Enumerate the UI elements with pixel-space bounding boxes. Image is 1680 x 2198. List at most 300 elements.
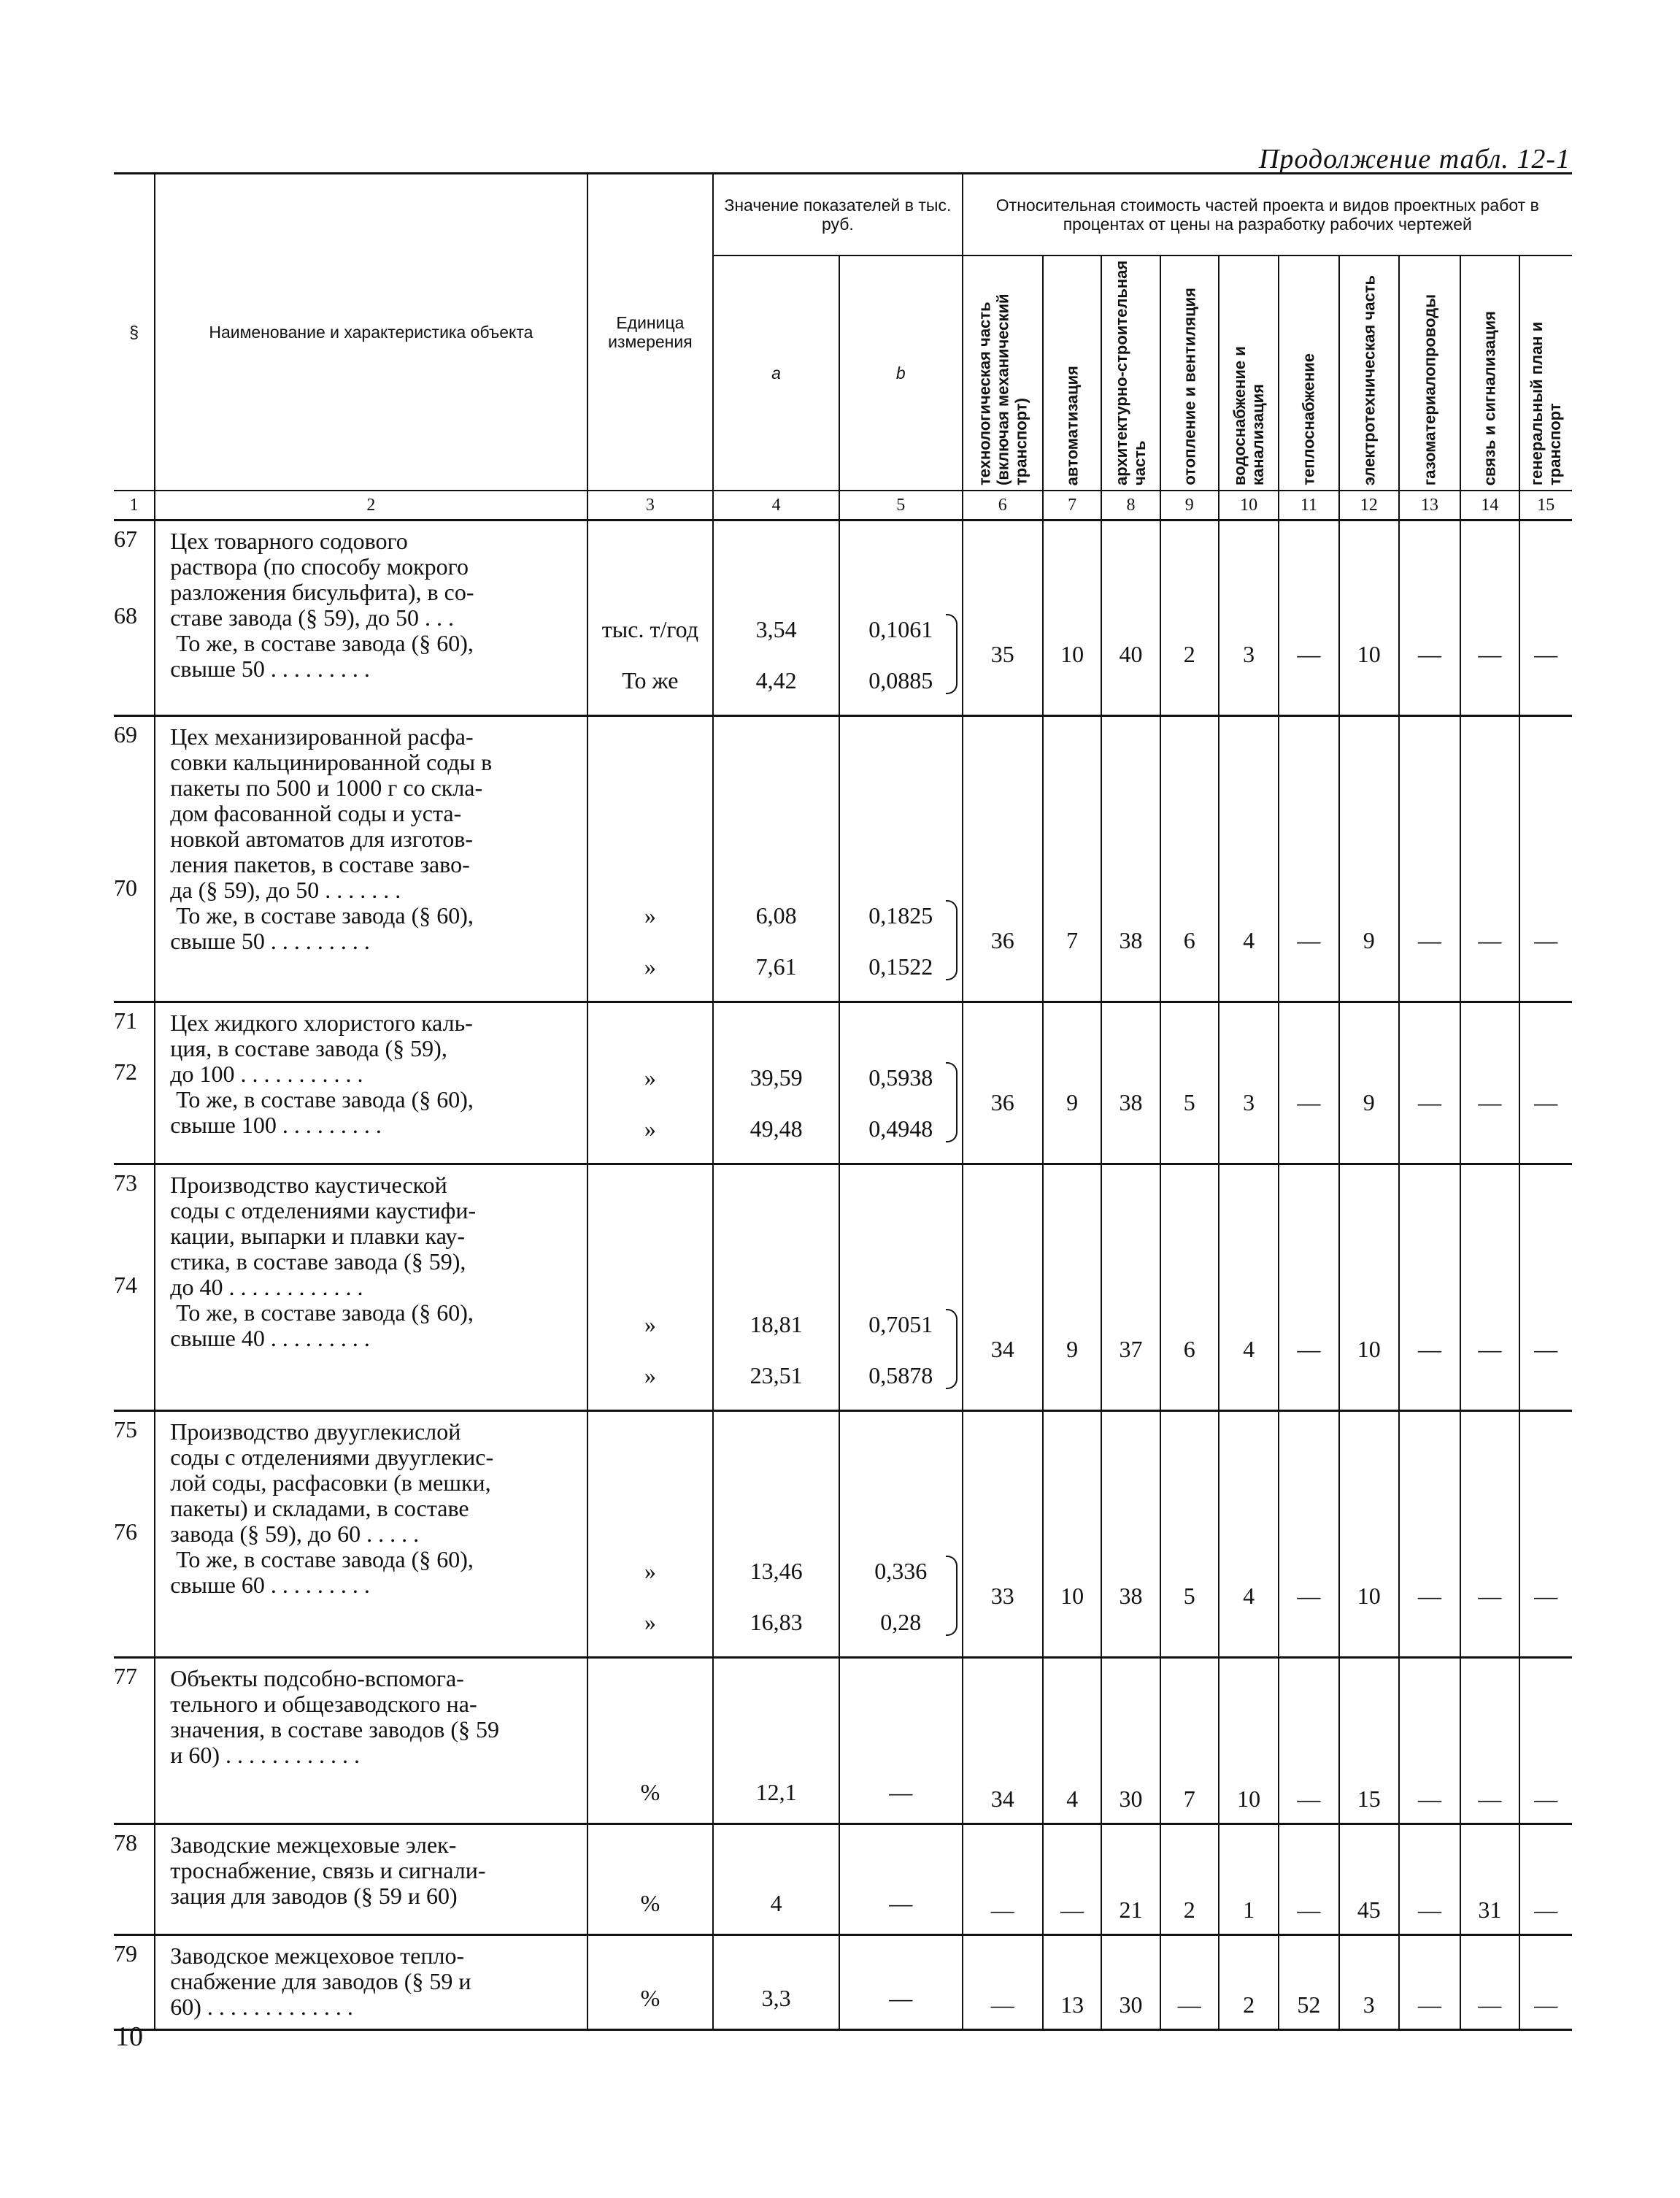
value-b: — bbox=[889, 1985, 913, 2011]
part-percent: — bbox=[1297, 927, 1321, 953]
value-a: 49,48 bbox=[750, 1115, 803, 1142]
section-number: 73 bbox=[114, 1169, 137, 1196]
value-a: 13,46 bbox=[750, 1558, 803, 1584]
value-b-cell bbox=[839, 1411, 963, 1658]
header-parts-group: Относительная стоимость частей проекта и видов проектных работ в процентах от цены на разработку рабочих чертежей bbox=[963, 174, 1572, 256]
part-percent-cell bbox=[1043, 1658, 1101, 1824]
part-percent: 38 bbox=[1119, 1583, 1143, 1609]
object-name-line: снабжение для заводов (§ 59 и bbox=[170, 1968, 471, 1994]
part-percent-cell bbox=[1160, 1824, 1219, 1935]
object-name-line: Заводское межцеховое тепло- bbox=[170, 1943, 465, 1969]
part-percent-cell bbox=[1399, 1824, 1460, 1935]
table-row bbox=[114, 1824, 1572, 1935]
part-percent: 30 bbox=[1119, 1991, 1143, 2018]
value-a-cell bbox=[713, 1002, 839, 1164]
part-percent-cell bbox=[1219, 716, 1279, 1002]
part-percent-cell bbox=[1460, 1002, 1519, 1164]
value-a: 4,42 bbox=[755, 667, 797, 693]
value-a-cell bbox=[713, 1824, 839, 1935]
column-number: 13 bbox=[1399, 491, 1460, 520]
part-percent: 21 bbox=[1119, 1897, 1143, 1923]
part-percent: — bbox=[990, 1991, 1014, 2018]
part-percent: — bbox=[1418, 1089, 1442, 1115]
object-name bbox=[155, 1935, 587, 2030]
part-percent: 33 bbox=[990, 1583, 1014, 1609]
header-part-1: технологическая часть (включая механический транспорт) bbox=[963, 255, 1043, 491]
cost-table bbox=[114, 172, 1572, 2031]
part-percent: 9 bbox=[1066, 1336, 1079, 1362]
header-part-10: генеральный план и транспорт bbox=[1519, 255, 1572, 491]
part-percent-cell bbox=[1101, 1658, 1160, 1824]
value-b: 0,1825 bbox=[868, 902, 933, 929]
unit-value: тыс. т/год bbox=[601, 616, 699, 642]
part-percent: 15 bbox=[1357, 1786, 1381, 1812]
table-body bbox=[114, 520, 1572, 2030]
unit-value: » bbox=[644, 1064, 656, 1091]
part-percent: 13 bbox=[1060, 1991, 1084, 2018]
unit-value: » bbox=[644, 902, 656, 929]
part-percent-cell bbox=[1219, 1935, 1279, 2030]
brace-mark bbox=[946, 1309, 957, 1389]
table-row bbox=[114, 1164, 1572, 1411]
value-b: 0,5938 bbox=[868, 1064, 933, 1091]
part-percent: — bbox=[1478, 1786, 1502, 1812]
unit-cell bbox=[587, 520, 714, 716]
part-percent: — bbox=[1534, 1336, 1558, 1362]
part-percent: 30 bbox=[1119, 1786, 1143, 1812]
part-percent-cell bbox=[1519, 520, 1572, 716]
object-name-line: совки кальцинированной соды в bbox=[170, 749, 493, 775]
column-number: 12 bbox=[1339, 491, 1399, 520]
unit-value: » bbox=[644, 1362, 656, 1388]
part-percent: 36 bbox=[990, 927, 1014, 953]
part-percent-cell bbox=[1160, 1411, 1219, 1658]
part-percent-cell bbox=[1160, 716, 1219, 1002]
part-percent: — bbox=[1297, 1583, 1321, 1609]
header-section: § bbox=[114, 174, 155, 491]
column-number: 15 bbox=[1519, 491, 1572, 520]
part-percent-cell bbox=[1101, 716, 1160, 1002]
section-number: 75 bbox=[114, 1416, 137, 1442]
value-b-cell bbox=[839, 1935, 963, 2030]
part-percent: — bbox=[1478, 1991, 1502, 2018]
object-name-line: кации, выпарки и плавки кау- bbox=[170, 1223, 465, 1249]
part-percent: — bbox=[1297, 1897, 1321, 1923]
part-percent-cell bbox=[1043, 1824, 1101, 1935]
part-percent-cell bbox=[963, 1002, 1043, 1164]
part-percent: — bbox=[1534, 1897, 1558, 1923]
column-number: 5 bbox=[839, 491, 963, 520]
part-percent-cell bbox=[1519, 1411, 1572, 1658]
object-name-line: завода (§ 59), до 60 . . . . . bbox=[170, 1521, 420, 1547]
part-percent: — bbox=[990, 1897, 1014, 1923]
object-name-line: тельного и общезаводского на- bbox=[170, 1691, 477, 1717]
header-unit: Единица измерения bbox=[587, 174, 714, 491]
part-percent: — bbox=[1534, 1583, 1558, 1609]
part-percent: 2 bbox=[1183, 641, 1195, 667]
part-percent: — bbox=[1297, 1786, 1321, 1812]
object-name-line: свыше 100 . . . . . . . . . bbox=[170, 1112, 382, 1138]
section-number: 70 bbox=[114, 875, 137, 901]
part-percent-cell bbox=[1101, 1164, 1160, 1411]
part-percent: 10 bbox=[1060, 1583, 1084, 1609]
part-percent-cell bbox=[1279, 1164, 1338, 1411]
section-numbers bbox=[114, 1658, 155, 1824]
part-percent: 10 bbox=[1357, 1583, 1381, 1609]
value-b: 0,1061 bbox=[868, 616, 933, 642]
value-a: 6,08 bbox=[755, 902, 797, 929]
part-percent-cell bbox=[1460, 1935, 1519, 2030]
part-percent: 2 bbox=[1243, 1991, 1255, 2018]
object-name-line: и 60) . . . . . . . . . . . . bbox=[170, 1742, 360, 1768]
part-percent: 9 bbox=[1363, 927, 1375, 953]
part-percent: — bbox=[1478, 1089, 1502, 1115]
section-number: 68 bbox=[114, 602, 137, 629]
object-name-line: свыше 60 . . . . . . . . . bbox=[170, 1572, 370, 1598]
header-part-6: теплоснабжение bbox=[1279, 255, 1338, 491]
value-b: 0,336 bbox=[874, 1558, 928, 1584]
object-name-line: стика, в составе завода (§ 59), bbox=[170, 1248, 466, 1275]
header-b: b bbox=[839, 255, 963, 491]
part-percent-cell bbox=[1339, 520, 1399, 716]
object-name-line: ления пакетов, в составе заво- bbox=[170, 851, 470, 877]
value-b-cell bbox=[839, 1824, 963, 1935]
part-percent: — bbox=[1478, 1336, 1502, 1362]
header-part-5: водоснабжение и канализация bbox=[1219, 255, 1279, 491]
part-percent: 9 bbox=[1363, 1089, 1375, 1115]
part-percent: — bbox=[1534, 927, 1558, 953]
part-percent-cell bbox=[1339, 1411, 1399, 1658]
part-percent-cell bbox=[1101, 1935, 1160, 2030]
part-percent-cell bbox=[963, 520, 1043, 716]
part-percent: — bbox=[1418, 1583, 1442, 1609]
part-percent: 37 bbox=[1119, 1336, 1143, 1362]
object-name-line: Цех механизированной расфа- bbox=[170, 723, 474, 750]
unit-value: » bbox=[644, 953, 656, 980]
object-name-line: разложения бисульфита), в со- bbox=[170, 579, 474, 605]
header-part-8: газоматериалопроводы bbox=[1399, 255, 1460, 491]
unit-value: % bbox=[640, 1985, 660, 2011]
column-numbers-row bbox=[114, 491, 1572, 520]
part-percent-cell bbox=[1219, 520, 1279, 716]
part-percent-cell bbox=[963, 716, 1043, 1002]
part-percent: 10 bbox=[1237, 1786, 1261, 1812]
part-percent: — bbox=[1478, 927, 1502, 953]
brace-mark bbox=[946, 1556, 957, 1636]
unit-cell bbox=[587, 1935, 714, 2030]
part-percent: 7 bbox=[1183, 1786, 1195, 1812]
value-b: 0,0885 bbox=[868, 667, 933, 693]
part-percent-cell bbox=[1043, 1411, 1101, 1658]
section-number: 76 bbox=[114, 1518, 137, 1545]
value-b: 0,5878 bbox=[868, 1362, 933, 1388]
object-name-line: Объекты подсобно-вспомога- bbox=[170, 1665, 464, 1691]
unit-cell bbox=[587, 1164, 714, 1411]
object-name-line: троснабжение, связь и сигнали- bbox=[170, 1857, 486, 1883]
object-name-line: раствора (по способу мокрого bbox=[170, 553, 469, 580]
header-name: Наименование и характеристика объекта bbox=[155, 174, 587, 491]
value-a: 7,61 bbox=[755, 953, 797, 980]
part-percent: 34 bbox=[990, 1786, 1014, 1812]
object-name bbox=[155, 716, 587, 1002]
page-number: 10 bbox=[115, 2021, 143, 2052]
header-part-7: электротехническая часть bbox=[1339, 255, 1399, 491]
object-name-line: до 100 . . . . . . . . . . . bbox=[170, 1061, 363, 1087]
part-percent: 45 bbox=[1357, 1897, 1381, 1923]
part-percent-cell bbox=[1399, 1411, 1460, 1658]
part-percent: 2 bbox=[1183, 1897, 1195, 1923]
table-row bbox=[114, 1411, 1572, 1658]
part-percent-cell bbox=[1339, 1002, 1399, 1164]
section-numbers bbox=[114, 1411, 155, 1658]
part-percent-cell bbox=[1043, 1002, 1101, 1164]
value-a-cell bbox=[713, 1164, 839, 1411]
part-percent: — bbox=[1297, 1336, 1321, 1362]
object-name-line: лой соды, расфасовки (в мешки, bbox=[170, 1469, 491, 1496]
part-percent-cell bbox=[963, 1164, 1043, 1411]
table-row bbox=[114, 716, 1572, 1002]
table-row bbox=[114, 1658, 1572, 1824]
object-name-line: То же, в составе завода (§ 60), bbox=[176, 1086, 474, 1113]
part-percent: — bbox=[1418, 927, 1442, 953]
unit-value: То же bbox=[622, 667, 679, 693]
column-number: 4 bbox=[713, 491, 839, 520]
part-percent: 6 bbox=[1183, 1336, 1195, 1362]
unit-value: » bbox=[644, 1115, 656, 1142]
part-percent-cell bbox=[1460, 520, 1519, 716]
part-percent: 6 bbox=[1183, 927, 1195, 953]
unit-value: » bbox=[644, 1558, 656, 1584]
part-percent-cell bbox=[1219, 1411, 1279, 1658]
object-name-line: зация для заводов (§ 59 и 60) bbox=[170, 1883, 458, 1909]
part-percent-cell bbox=[1339, 1658, 1399, 1824]
object-name-line: свыше 50 . . . . . . . . . bbox=[170, 928, 370, 954]
object-name-line: свыше 50 . . . . . . . . . bbox=[170, 656, 370, 682]
part-percent-cell bbox=[1519, 716, 1572, 1002]
object-name bbox=[155, 1411, 587, 1658]
object-name-line: То же, в составе завода (§ 60), bbox=[176, 1546, 474, 1572]
part-percent-cell bbox=[1279, 716, 1338, 1002]
object-name-line: новкой автоматов для изготов- bbox=[170, 826, 474, 852]
part-percent-cell bbox=[963, 1824, 1043, 1935]
part-percent-cell bbox=[1279, 1002, 1338, 1164]
value-a: 3,54 bbox=[755, 616, 797, 642]
part-percent-cell bbox=[963, 1935, 1043, 2030]
part-percent: 38 bbox=[1119, 1089, 1143, 1115]
object-name-line: Цех жидкого хлористого каль- bbox=[170, 1010, 473, 1036]
part-percent-cell bbox=[1460, 1411, 1519, 1658]
column-number: 7 bbox=[1043, 491, 1101, 520]
part-percent-cell bbox=[1339, 1164, 1399, 1411]
part-percent: — bbox=[1418, 641, 1442, 667]
section-number: 77 bbox=[114, 1663, 137, 1689]
part-percent: 38 bbox=[1119, 927, 1143, 953]
part-percent: 5 bbox=[1183, 1089, 1195, 1115]
section-numbers bbox=[114, 1935, 155, 2030]
part-percent-cell bbox=[1043, 1935, 1101, 2030]
part-percent-cell bbox=[1460, 1164, 1519, 1411]
object-name-line: ция, в составе завода (§ 59), bbox=[170, 1035, 447, 1061]
part-percent-cell bbox=[1043, 716, 1101, 1002]
unit-cell bbox=[587, 1824, 714, 1935]
part-percent: — bbox=[1060, 1897, 1084, 1923]
part-percent: 4 bbox=[1066, 1786, 1079, 1812]
continuation-label: Продолжение табл. 12-1 bbox=[1258, 144, 1571, 174]
part-percent: 4 bbox=[1243, 1336, 1255, 1362]
unit-value: % bbox=[640, 1890, 660, 1916]
part-percent: 10 bbox=[1357, 641, 1381, 667]
unit-value: » bbox=[644, 1609, 656, 1635]
column-number: 10 bbox=[1219, 491, 1279, 520]
part-percent: 35 bbox=[990, 641, 1014, 667]
value-b-cell bbox=[839, 716, 963, 1002]
part-percent-cell bbox=[1160, 520, 1219, 716]
part-percent-cell bbox=[1460, 1658, 1519, 1824]
part-percent-cell bbox=[1339, 1824, 1399, 1935]
value-a: 39,59 bbox=[750, 1064, 803, 1091]
object-name-line: Производство двууглекислой bbox=[170, 1418, 461, 1445]
part-percent-cell bbox=[963, 1658, 1043, 1824]
part-percent-cell bbox=[1219, 1002, 1279, 1164]
part-percent-cell bbox=[1219, 1164, 1279, 1411]
value-a-cell bbox=[713, 520, 839, 716]
value-b-cell bbox=[839, 1658, 963, 1824]
object-name bbox=[155, 1164, 587, 1411]
column-number: 11 bbox=[1279, 491, 1338, 520]
part-percent-cell bbox=[1219, 1658, 1279, 1824]
column-number: 3 bbox=[587, 491, 714, 520]
value-b: 0,4948 bbox=[868, 1115, 933, 1142]
value-b: 0,28 bbox=[880, 1609, 922, 1635]
header-part-4: отопление и вентиляция bbox=[1160, 255, 1219, 491]
object-name-line: соды с отделениями каустифи- bbox=[170, 1197, 477, 1223]
part-percent-cell bbox=[1160, 1164, 1219, 1411]
part-percent: 10 bbox=[1357, 1336, 1381, 1362]
part-percent: — bbox=[1418, 1897, 1442, 1923]
part-percent-cell bbox=[1279, 520, 1338, 716]
header-a: a bbox=[713, 255, 839, 491]
value-b-cell bbox=[839, 1164, 963, 1411]
part-percent: — bbox=[1534, 641, 1558, 667]
object-name-line: То же, в составе завода (§ 60), bbox=[176, 1299, 474, 1326]
value-a: 18,81 bbox=[750, 1311, 803, 1337]
section-number: 79 bbox=[114, 1940, 137, 1967]
part-percent: 7 bbox=[1066, 927, 1079, 953]
object-name bbox=[155, 1824, 587, 1935]
value-a-cell bbox=[713, 1411, 839, 1658]
part-percent: — bbox=[1478, 641, 1502, 667]
column-number: 2 bbox=[155, 491, 587, 520]
section-number: 78 bbox=[114, 1829, 137, 1856]
part-percent: 3 bbox=[1243, 641, 1255, 667]
column-number: 14 bbox=[1460, 491, 1519, 520]
value-a: 3,3 bbox=[761, 1985, 791, 2011]
value-b: 0,1522 bbox=[868, 953, 933, 980]
part-percent: 31 bbox=[1478, 1897, 1502, 1923]
part-percent-cell bbox=[1399, 716, 1460, 1002]
part-percent-cell bbox=[1219, 1824, 1279, 1935]
value-a-cell bbox=[713, 1658, 839, 1824]
part-percent-cell bbox=[1101, 1824, 1160, 1935]
part-percent: 4 bbox=[1243, 927, 1255, 953]
part-percent: — bbox=[1534, 1991, 1558, 2018]
column-number: 8 bbox=[1101, 491, 1160, 520]
unit-cell bbox=[587, 1002, 714, 1164]
unit-cell bbox=[587, 1658, 714, 1824]
part-percent-cell bbox=[1279, 1658, 1338, 1824]
section-number: 69 bbox=[114, 721, 137, 748]
value-b: — bbox=[889, 1779, 913, 1805]
part-percent: 3 bbox=[1243, 1089, 1255, 1115]
part-percent-cell bbox=[1101, 1411, 1160, 1658]
part-percent: 1 bbox=[1243, 1897, 1255, 1923]
value-b-cell bbox=[839, 520, 963, 716]
part-percent-cell bbox=[1519, 1935, 1572, 2030]
column-number: 9 bbox=[1160, 491, 1219, 520]
section-numbers bbox=[114, 716, 155, 1002]
object-name-line: Заводские межцеховые элек- bbox=[170, 1832, 457, 1858]
object-name-line: То же, в составе завода (§ 60), bbox=[176, 630, 474, 656]
part-percent-cell bbox=[1460, 716, 1519, 1002]
part-percent-cell bbox=[1519, 1002, 1572, 1164]
section-numbers bbox=[114, 520, 155, 716]
part-percent-cell bbox=[1279, 1824, 1338, 1935]
table-row bbox=[114, 1935, 1572, 2030]
value-b: — bbox=[889, 1890, 913, 1916]
value-a: 23,51 bbox=[750, 1362, 803, 1388]
section-number: 71 bbox=[114, 1007, 137, 1034]
object-name-line: пакеты по 500 и 1000 г со скла- bbox=[170, 775, 483, 801]
table-row bbox=[114, 520, 1572, 716]
part-percent: — bbox=[1297, 641, 1321, 667]
part-percent: — bbox=[1418, 1786, 1442, 1812]
part-percent-cell bbox=[1160, 1658, 1219, 1824]
section-numbers bbox=[114, 1164, 155, 1411]
part-percent: — bbox=[1297, 1089, 1321, 1115]
section-number: 72 bbox=[114, 1058, 137, 1085]
part-percent-cell bbox=[1101, 520, 1160, 716]
part-percent-cell bbox=[1339, 716, 1399, 1002]
part-percent: — bbox=[1478, 1583, 1502, 1609]
part-percent-cell bbox=[1399, 1658, 1460, 1824]
part-percent-cell bbox=[1399, 1164, 1460, 1411]
object-name-line: да (§ 59), до 50 . . . . . . . bbox=[170, 877, 401, 903]
value-b: 0,7051 bbox=[868, 1311, 933, 1337]
part-percent-cell bbox=[1519, 1164, 1572, 1411]
part-percent-cell bbox=[1460, 1824, 1519, 1935]
part-percent-cell bbox=[1160, 1002, 1219, 1164]
part-percent: — bbox=[1177, 1991, 1201, 2018]
part-percent-cell bbox=[1519, 1824, 1572, 1935]
part-percent: 9 bbox=[1066, 1089, 1079, 1115]
table-row bbox=[114, 1002, 1572, 1164]
value-b-cell bbox=[839, 1002, 963, 1164]
value-a-cell bbox=[713, 716, 839, 1002]
part-percent: — bbox=[1534, 1089, 1558, 1115]
header-values-group: Значение показателей в тыс. руб. bbox=[713, 174, 962, 256]
object-name-line: ставе завода (§ 59), до 50 . . . bbox=[170, 604, 455, 631]
object-name-line: соды с отделениями двууглекис- bbox=[170, 1444, 494, 1470]
part-percent: — bbox=[1534, 1786, 1558, 1812]
column-number: 1 bbox=[114, 491, 155, 520]
column-number: 6 bbox=[963, 491, 1043, 520]
object-name bbox=[155, 1658, 587, 1824]
value-a: 12,1 bbox=[755, 1779, 797, 1805]
value-a: 4 bbox=[770, 1890, 782, 1916]
part-percent-cell bbox=[1279, 1935, 1338, 2030]
object-name-line: дом фасованной соды и уста- bbox=[170, 800, 462, 826]
part-percent: 52 bbox=[1297, 1991, 1321, 2018]
